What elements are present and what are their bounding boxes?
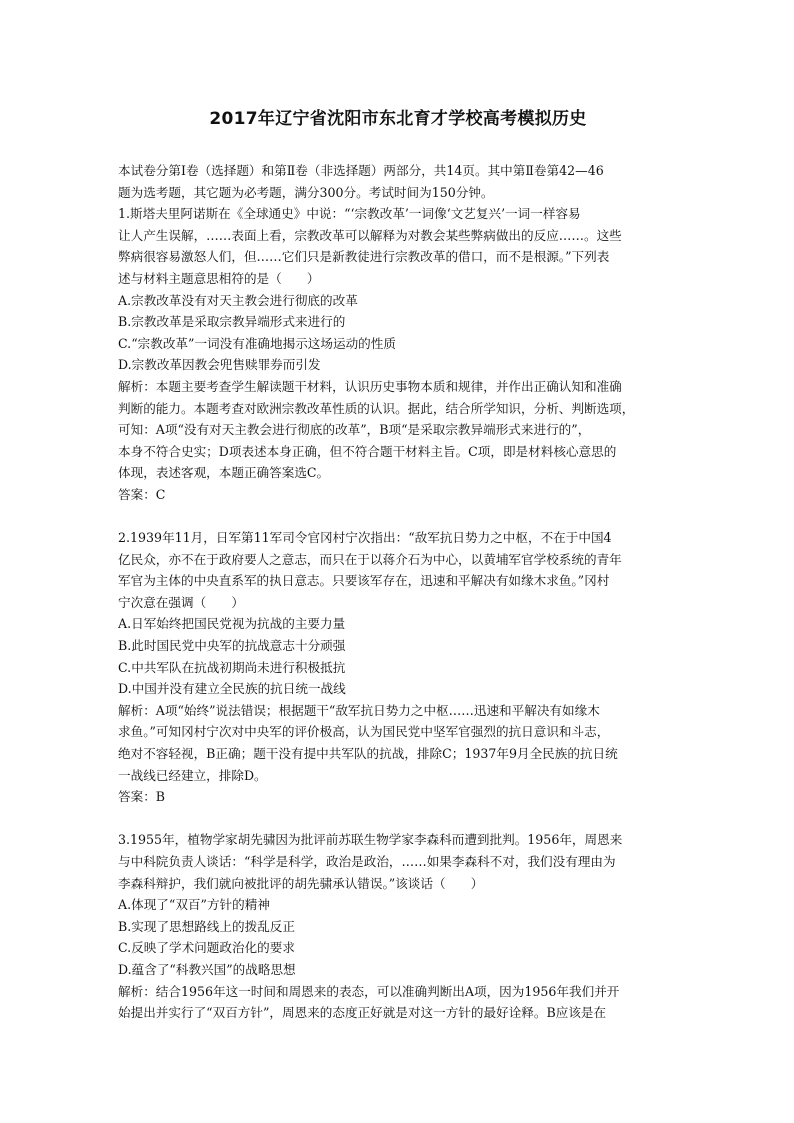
option-line: C.中共军队在抗战初期尚未进行积极抵抗 [118, 659, 346, 675]
option-line: A.宗教改革没有对天主教会进行彻底的改革 [118, 292, 358, 308]
paragraph-gap [118, 506, 678, 528]
text-line: 述与材料主题意思相符的是（ ） [118, 270, 320, 286]
text-line: 让人产生误解，……表面上看，宗教改革可以解释为对教会某些弊病做出的反应……。这些 [118, 227, 622, 243]
text-line: 绝对不容轻视，B正确；题干没有提中共军队的抗战，排除C；1937年9月全民族的抗日统 [118, 746, 618, 762]
text-line: 宁次意在强调（ ） [118, 594, 244, 610]
text-line: 3.1955年，植物学家胡先骕因为批评前苏联生物学家李森科而遭到批判。1956年，周恩来 [118, 832, 623, 848]
option-line: B.实现了思想路线上的拨乱反正 [118, 918, 295, 934]
option-line: C.反映了学术问题政治化的要求 [118, 940, 295, 956]
text-line: 判断的能力。本题考查对欧洲宗教改革性质的认识。据此，结合所学知识，分析、判断选项， [118, 400, 635, 416]
text-line: 1.斯塔夫里阿诺斯在《全球通史》中说：“‘宗教改革’一词像‘文艺复兴’一词一样容易 [118, 206, 581, 222]
text-line: 题为选考题，其它题为必考题，满分300分。考试时间为150分钟。 [118, 184, 494, 200]
text-line: 李森科辩护，我们就向被批评的胡先骕承认错误。”该谈话（ ） [118, 875, 484, 891]
text-line: 解析：结合1956年这一时间和周恩来的表态，可以准确判断出A项，因为1956年我们并开 [118, 983, 620, 999]
text-line: 本身不符合史实；D项表述本身正确，但不符合题干材料主旨。C项，即是材料核心意思的 [118, 443, 617, 459]
text-line: 始提出并实行了“双百方针”，周恩来的态度正好就是对这一方针的最好诠释。B应该是在 [118, 1005, 607, 1021]
text-line: 本试卷分第Ⅰ卷（选择题）和第Ⅱ卷（非选择题）两部分，共14页。其中第Ⅱ卷第42—46 [118, 163, 604, 178]
text-line: 解析：本题主要考查学生解读题干材料，认识历史事物本质和规律，并作出正确认知和准确 [118, 378, 622, 394]
option-line: D.中国并没有建立全民族的抗日统一战线 [118, 681, 346, 697]
text-line: 可知：A项“没有对天主教会进行彻底的改革”，B项“是采取宗教异端形式来进行的”， [118, 422, 591, 438]
text-line: 与中科院负责人谈话：“科学是科学，政治是政治，……如果李森科不对，我们没有理由为 [118, 854, 616, 869]
text-line: 一战线已经建立，排除D。 [118, 767, 267, 783]
text-line: 军官为主体的中央直系军的执日意志。只要该军存在，迅速和平解决有如缘木求鱼。”冈村 [118, 573, 610, 589]
option-line: A.日军始终把国民党视为抗战的主要力量 [118, 616, 346, 632]
option-line: C.“宗教改革”一词没有准确地揭示这场运动的性质 [118, 335, 396, 351]
text-line: 体现，表述客观，本题正确答案选C。 [118, 465, 330, 481]
text-line: 2.1939年11月，日军第11军司令官冈村宁次指出：“敌军抗日势力之中枢，不在于中国4 [118, 530, 612, 546]
text-line: 求鱼。”可知冈村宁次对中央军的评价极高，认为国民党中坚军官强烈的抗日意识和斗志， [118, 724, 610, 740]
option-line: D.蕴含了“科教兴国”的战略思想 [118, 961, 296, 977]
option-line: B.此时国民党中央军的抗战意志十分顽强 [118, 638, 346, 654]
document-body [118, 160, 678, 1024]
text-line: 亿民众，亦不在于政府要人之意志，而只在于以蒋介石为中心，以黄埔军官学校系统的青年 [118, 551, 622, 567]
page-title: 2017年辽宁省沈阳市东北育才学校高考模拟历史 [209, 109, 587, 129]
option-line: D.宗教改革因教会兜售赎罪券而引发 [118, 357, 321, 373]
answer-line: 答案：B [118, 789, 166, 805]
text-line: 解析：A项“始终”说法错误；根据题干“敌军抗日势力之中枢……迅速和平解决有如缘木 [118, 702, 600, 718]
option-line: B.宗教改革是采取宗教异端形式来进行的 [118, 314, 346, 330]
answer-line: 答案：C [118, 486, 166, 502]
paragraph-gap [118, 808, 678, 830]
option-line: A.体现了“双百”方针的精神 [118, 897, 270, 913]
text-line: 弊病很容易激怒人们，但……它们只是新教徒进行宗教改革的借口，而不是根源。”下列表 [118, 249, 610, 265]
